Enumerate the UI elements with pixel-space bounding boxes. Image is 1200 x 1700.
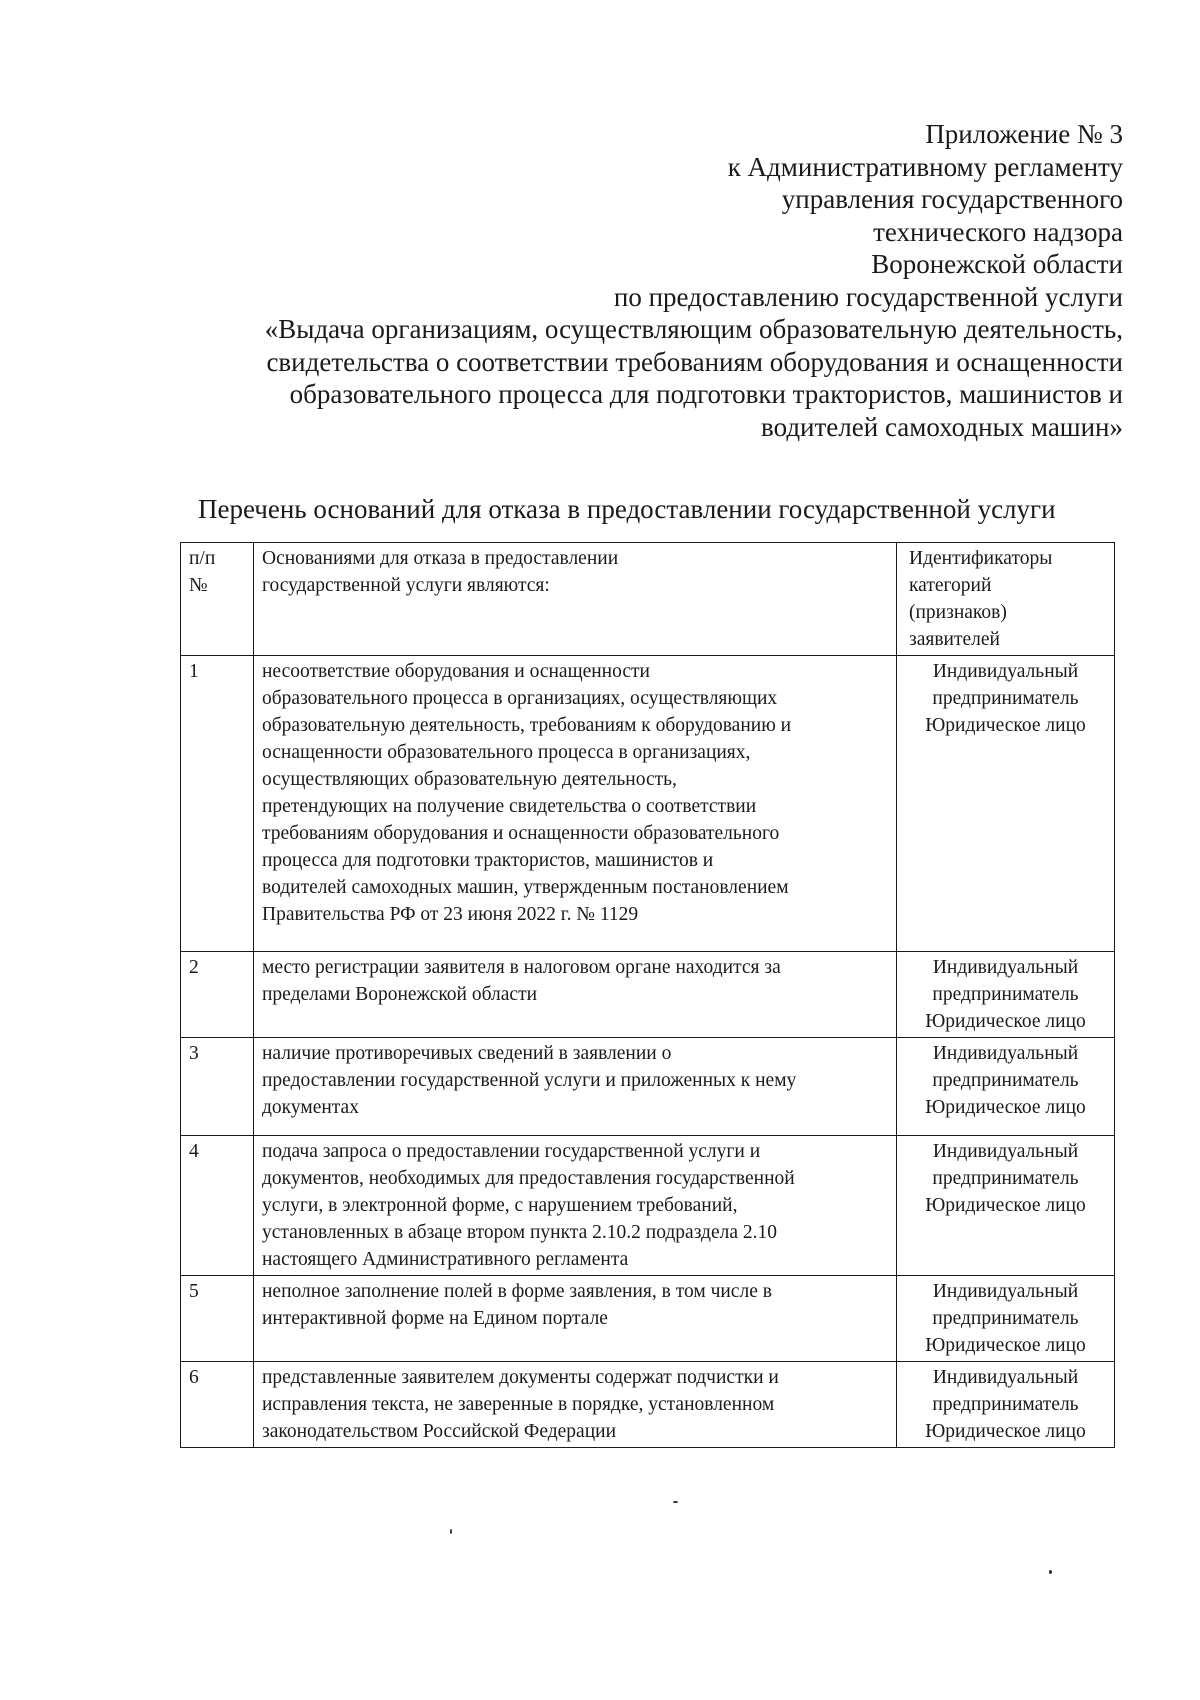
ident-line: Индивидуальный xyxy=(932,957,1079,978)
row-identifiers xyxy=(897,1362,1115,1448)
ident-line: Юридическое лицо xyxy=(925,1421,1086,1442)
header-text: государственной услуги являются: xyxy=(262,575,550,596)
table-row xyxy=(181,1276,1115,1362)
row-reason xyxy=(254,656,897,952)
reason-line: водителей самоходных машин, утвержденным постановлением xyxy=(262,877,789,898)
ident-line: Индивидуальный xyxy=(932,1281,1079,1302)
header-line: к Административному регламенту xyxy=(727,151,1123,182)
header-line: Приложение № 3 xyxy=(925,119,1123,149)
row-reason xyxy=(254,1362,897,1448)
reason-line: место регистрации заявителя в налоговом органе находится за xyxy=(262,957,781,978)
row-number: 2 xyxy=(181,952,254,1038)
row-number: 3 xyxy=(181,1038,254,1136)
reason-line: настоящего Административного регламента xyxy=(262,1249,629,1270)
reason-line: оснащенности образовательного процесса в организациях, xyxy=(262,742,751,763)
header-text: Идентификаторы xyxy=(909,548,1053,569)
header-line: водителей самоходных машин» xyxy=(761,411,1123,442)
header-text: заявителей xyxy=(909,629,1000,650)
ident-line: Юридическое лицо xyxy=(925,1195,1086,1216)
ident-line: предприниматель xyxy=(932,1308,1079,1329)
row-identifiers xyxy=(897,1276,1115,1362)
header-reason-cell xyxy=(254,543,897,656)
reason-line: образовательного процесса в организациях, осуществляющих xyxy=(262,688,778,709)
table-row xyxy=(181,1362,1115,1448)
reason-line: Правительства РФ от 23 июня 2022 г. № 1129 xyxy=(262,904,639,925)
ident-line: предприниматель xyxy=(932,1394,1079,1415)
reason-line: представленные заявителем документы содержат подчистки и xyxy=(262,1367,779,1388)
header-num-cell xyxy=(181,543,254,656)
header-text: № xyxy=(189,575,208,596)
reason-line: осуществляющих образовательную деятельность, xyxy=(262,769,677,790)
header-line: «Выдача организациям, осуществляющим образовательную деятельность, xyxy=(264,314,1123,344)
reason-line: несоответствие оборудования и оснащенности xyxy=(262,661,650,682)
table-row xyxy=(181,952,1115,1038)
refusal-grounds-table xyxy=(180,542,1115,1448)
table-row xyxy=(181,1136,1115,1276)
ident-line: Индивидуальный xyxy=(932,1043,1079,1064)
header-text: п/п xyxy=(189,548,216,569)
header-line: свидетельства о соответствии требованиям оборудования и оснащенности xyxy=(266,346,1123,377)
row-number: 5 xyxy=(181,1276,254,1362)
ident-line: предприниматель xyxy=(932,1070,1079,1091)
reason-line: интерактивной форме на Едином портале xyxy=(262,1308,608,1329)
row-number: 4 xyxy=(181,1136,254,1276)
table-row xyxy=(181,1038,1115,1136)
reason-line: образовательную деятельность, требованиям к оборудованию и xyxy=(262,715,792,736)
row-identifiers xyxy=(897,1038,1115,1136)
scan-speck xyxy=(450,1529,452,1534)
header-line: Воронежской области xyxy=(871,249,1123,279)
scan-speck xyxy=(673,1501,678,1503)
ident-line: Юридическое лицо xyxy=(925,1335,1086,1356)
reason-line: подача запроса о предоставлении государственной услуги и xyxy=(262,1141,761,1162)
reason-line: услуги, в электронной форме, с нарушением требований, xyxy=(262,1195,738,1216)
header-ident-cell xyxy=(897,543,1115,656)
table-header-row xyxy=(181,543,1115,656)
row-reason xyxy=(254,952,897,1038)
ident-line: Юридическое лицо xyxy=(925,1097,1086,1118)
reason-line: процесса для подготовки трактористов, машинистов и xyxy=(262,850,714,871)
ident-line: Юридическое лицо xyxy=(925,1011,1086,1032)
header-line: образовательного процесса для подготовки трактористов, машинистов и xyxy=(289,379,1123,409)
reason-line: установленных в абзаце втором пункта 2.10.2 подраздела 2.10 xyxy=(262,1222,778,1243)
reason-line: законодательством Российской Федерации xyxy=(262,1421,616,1442)
header-line: технического надзора xyxy=(873,216,1123,247)
scan-speck xyxy=(1049,1570,1052,1574)
reason-line: претендующих на получение свидетельства о соответствии xyxy=(262,796,757,817)
header-line: по предоставлению государственной услуги xyxy=(613,281,1123,312)
ident-line: Индивидуальный xyxy=(932,1367,1079,1388)
reason-line: неполное заполнение полей в форме заявления, в том числе в xyxy=(262,1281,772,1302)
list-title: Перечень оснований для отказа в предоставлении государственной услуги xyxy=(198,494,1056,524)
reason-line: исправления текста, не заверенные в порядке, установленном xyxy=(262,1394,775,1415)
ident-line: Индивидуальный xyxy=(932,1141,1079,1162)
reason-line: документов, необходимых для предоставления государственной xyxy=(262,1168,795,1189)
ident-line: предприниматель xyxy=(932,984,1079,1005)
row-identifiers xyxy=(897,952,1115,1038)
row-reason xyxy=(254,1136,897,1276)
ident-line: предприниматель xyxy=(932,1168,1079,1189)
reason-line: предоставлении государственной услуги и приложенных к нему xyxy=(262,1070,797,1091)
appendix-header xyxy=(193,118,1123,443)
row-identifiers xyxy=(897,1136,1115,1276)
header-line: управления государственного xyxy=(781,184,1123,214)
reason-line: наличие противоречивых сведений в заявлении о xyxy=(262,1043,672,1064)
row-reason xyxy=(254,1038,897,1136)
row-identifiers xyxy=(897,656,1115,952)
reason-line: документах xyxy=(262,1097,359,1118)
table-row xyxy=(181,656,1115,952)
reason-line: пределами Воронежской области xyxy=(262,984,538,1005)
row-reason xyxy=(254,1276,897,1362)
row-number: 1 xyxy=(181,656,254,952)
header-text: категорий xyxy=(909,575,992,596)
reason-line: требованиям оборудования и оснащенности образовательного xyxy=(262,823,780,844)
header-text: (признаков) xyxy=(909,602,1007,623)
ident-line: Юридическое лицо xyxy=(925,715,1086,736)
ident-line: Индивидуальный xyxy=(932,661,1079,682)
row-number: 6 xyxy=(181,1362,254,1448)
ident-line: предприниматель xyxy=(932,688,1079,709)
header-text: Основаниями для отказа в предоставлении xyxy=(262,548,619,569)
